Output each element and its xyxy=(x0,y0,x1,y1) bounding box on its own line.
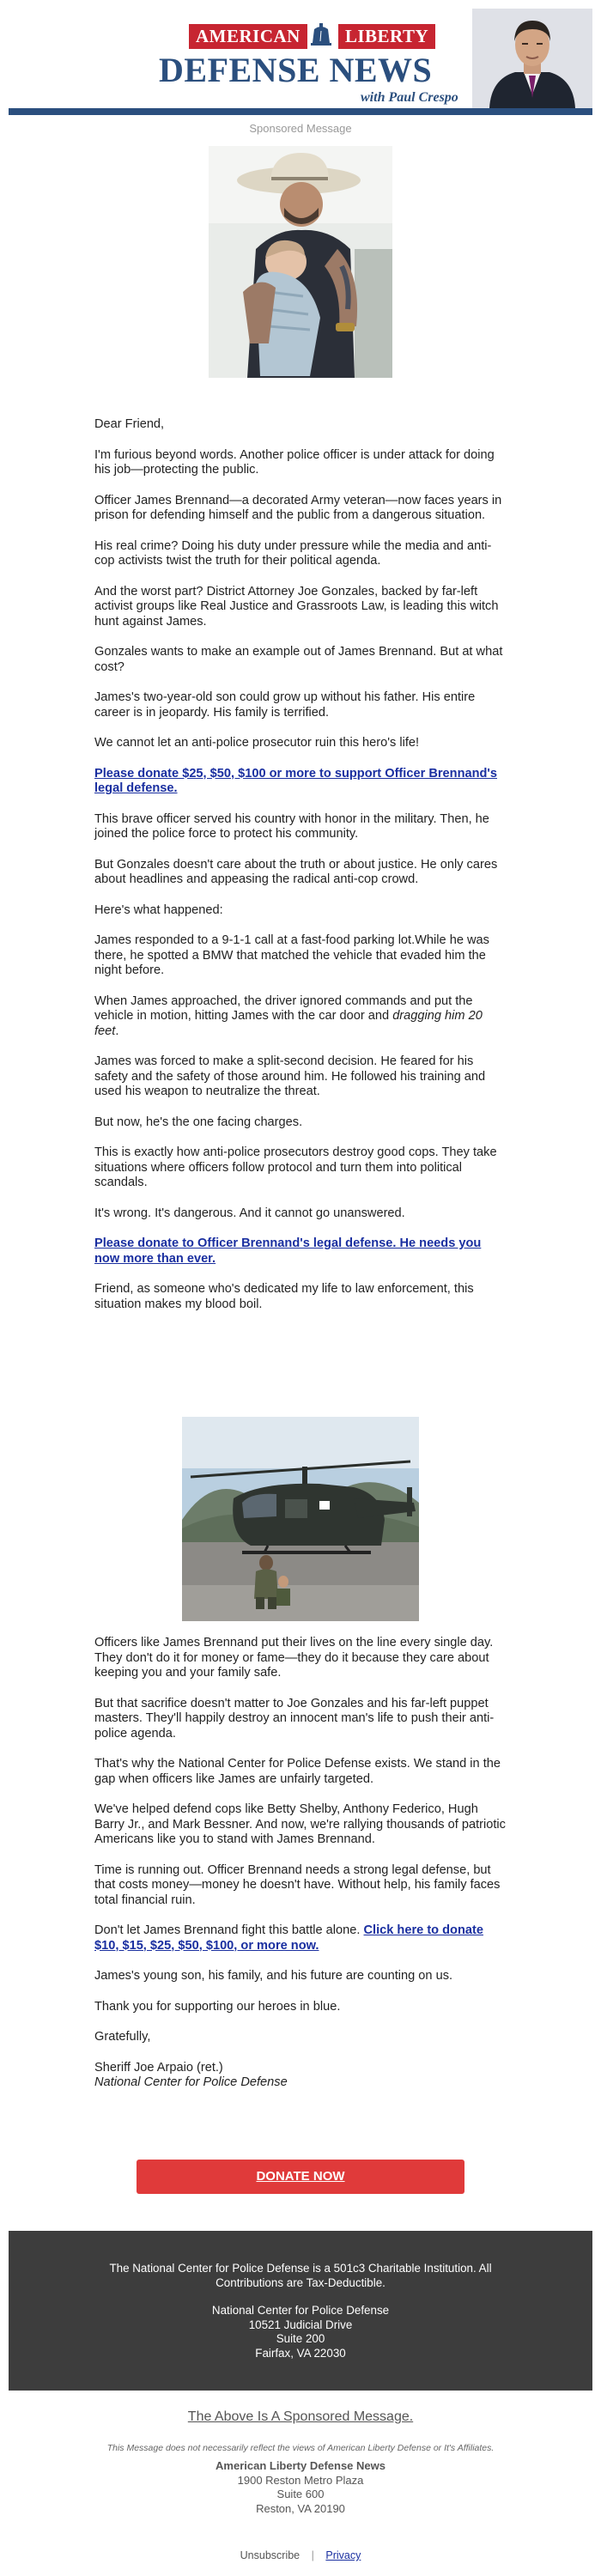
publisher-address-line: 1900 Reston Metro Plaza xyxy=(237,2473,364,2487)
paragraph: James responded to a 9-1-1 call at a fast-food parking lot.While he was there, he spotted a BMW that matched the vehicle that evaded him the night before. xyxy=(94,933,489,977)
unsubscribe-link[interactable]: Unsubscribe xyxy=(240,2549,300,2561)
footer-address-line: 10521 Judicial Drive xyxy=(248,2318,353,2331)
donate-link-3[interactable]: Click here to donate $10, $15, $25, $50, $100, or more now. xyxy=(94,1923,483,1953)
paragraph: Here's what happened: xyxy=(94,902,223,917)
disclaimer-text: This Message does not necessarily reflect the views of American Liberty Defense or It's Affiliates. xyxy=(106,2443,495,2453)
signature-org: National Center for Police Defense xyxy=(94,2075,288,2089)
paragraph: But Gonzales doesn't care about the truth or about justice. He only cares about headlines and appeasing the radical anti-cop crowd. xyxy=(94,857,498,886)
paragraph: It's wrong. It's dangerous. And it cannot go unanswered. xyxy=(94,1206,405,1220)
paragraph: We've helped defend cops like Betty Shelby, Anthony Federico, Hugh Barry Jr., and Mark Bessner. And now, we're rallying thousands of patriotic Americans like you to stand with James Brennand. xyxy=(94,1802,506,1846)
paragraph: James was forced to make a split-second decision. He feared for his safety and the safety of those around him. He followed his training and used his weapon to neutralize the threat. xyxy=(94,1054,486,1098)
publisher-name: American Liberty Defense News xyxy=(216,2459,385,2472)
paragraph: But now, he's the one facing charges. xyxy=(94,1115,303,1129)
footer-org-name: National Center for Police Defense xyxy=(211,2304,390,2317)
brand-title: DEFENSE NEWS xyxy=(159,51,433,89)
text-run: Don't let James Brennand fight this battle alone. xyxy=(94,1923,364,1937)
paragraph: James's young son, his family, and his future are counting on us. xyxy=(94,1969,453,1983)
host-portrait-photo xyxy=(472,9,592,108)
footer-address-line: Suite 200 xyxy=(276,2332,325,2345)
officer-helicopter-photo xyxy=(182,1417,419,1621)
brand-american: AMERICAN xyxy=(189,24,307,49)
paragraph: And the worst part? District Attorney Joe Gonzales, backed by far-left activist groups like Real Justice and Grassroots Law, is leading this witch hunt against James. xyxy=(94,584,499,629)
paragraph xyxy=(94,1923,507,1953)
publisher-address-line: Reston, VA 20190 xyxy=(256,2501,345,2515)
paragraph: Time is running out. Officer Brennand needs a strong legal defense, but that costs money—money he doesn't have. Without help, his family faces total financial ruin. xyxy=(94,1862,501,1907)
paragraph: Officers like James Brennand put their lives on the line every single day. They don't do it for money or fame—they do it because they care about keeping you and your family safe. xyxy=(94,1636,494,1680)
letter-body-top xyxy=(94,417,507,1327)
footer-links xyxy=(0,2549,601,2561)
paragraph: That's why the National Center for Police Defense exists. We stand in the gap when officers like James are unfairly targeted. xyxy=(94,1757,501,1786)
newsletter-header xyxy=(9,9,592,115)
text-run: . xyxy=(115,1024,119,1038)
sponsored-message-link[interactable]: The Above Is A Sponsored Message. xyxy=(187,2409,414,2424)
signature-name: Sheriff Joe Arpaio (ret.) xyxy=(94,2060,223,2075)
publisher-info xyxy=(0,2459,601,2516)
donate-link-paragraph xyxy=(94,1236,507,1267)
privacy-link[interactable]: Privacy xyxy=(325,2549,361,2561)
paragraph: I'm furious beyond words. Another police officer is under attack for doing his job—protecting the public. xyxy=(94,447,495,477)
footer-tax-line-1: The National Center for Police Defense is a 501c3 Charitable Institution. All xyxy=(109,2262,492,2275)
letter-body-bottom xyxy=(94,1636,507,2091)
paragraph: James's two-year-old son could grow up without his father. His entire career is in jeopardy. His family is terrified. xyxy=(94,690,476,720)
paragraph: Officer James Brennand—a decorated Army veteran—now faces years in prison for defending himself and the public from a dangerous situation. xyxy=(94,493,502,522)
donate-link-paragraph xyxy=(94,767,507,797)
donate-link-2[interactable]: Please donate to Officer Brennand's legal defense. He needs you now more than ever. xyxy=(94,1236,482,1266)
donate-now-button[interactable]: DONATE NOW xyxy=(137,2160,464,2194)
footer-address-line: Fairfax, VA 22030 xyxy=(255,2346,346,2360)
footer-charity-info xyxy=(9,2231,592,2391)
paragraph: This brave officer served his country with honor in the military. Then, he joined the police force to protect his community. xyxy=(94,811,489,841)
paragraph xyxy=(94,994,507,1040)
publisher-address-line: Suite 600 xyxy=(276,2488,325,2500)
brand-logo[interactable] xyxy=(189,22,435,50)
sponsored-label: Sponsored Message xyxy=(249,122,352,135)
paragraph: Friend, as someone who's dedicated my life to law enforcement, this situation makes my blood boil. xyxy=(94,1282,474,1311)
donate-link-1[interactable]: Please donate $25, $50, $100 or more to support Officer Brennand's legal defense. xyxy=(94,766,498,795)
greeting: Dear Friend, xyxy=(94,417,165,431)
liberty-bell-icon xyxy=(309,22,333,50)
paragraph: Gonzales wants to make an example out of James Brennand. But at what cost? xyxy=(94,645,503,674)
text-run: When James approached, the driver ignored commands and put the vehicle in motion, hitting James with the car door and xyxy=(94,993,473,1023)
brand-liberty: LIBERTY xyxy=(338,24,435,49)
link-separator: | xyxy=(311,2549,314,2561)
brand-subtitle: with Paul Crespo xyxy=(361,90,458,105)
paragraph: Thank you for supporting our heroes in blue. xyxy=(94,1999,341,2014)
paragraph: But that sacrifice doesn't matter to Joe Gonzales and his far-left puppet masters. They'll happily destroy an innocent man's life to push their anti-police agenda. xyxy=(94,1696,495,1741)
italic-text: dragging him 20 feet xyxy=(94,1009,483,1038)
officer-with-son-photo xyxy=(209,146,392,378)
closing: Gratefully, xyxy=(94,2030,151,2044)
footer-tax-line-2: Contributions are Tax-Deductible. xyxy=(216,2275,385,2289)
paragraph: We cannot let an anti-police prosecutor ruin this hero's life! xyxy=(94,736,420,750)
paragraph: This is exactly how anti-police prosecutors destroy good cops. They take situations where officers follow protocol and turn them into political scandals. xyxy=(94,1145,497,1189)
paragraph: His real crime? Doing his duty under pressure while the media and anti-cop activists twist the truth for their political agenda. xyxy=(94,538,492,568)
